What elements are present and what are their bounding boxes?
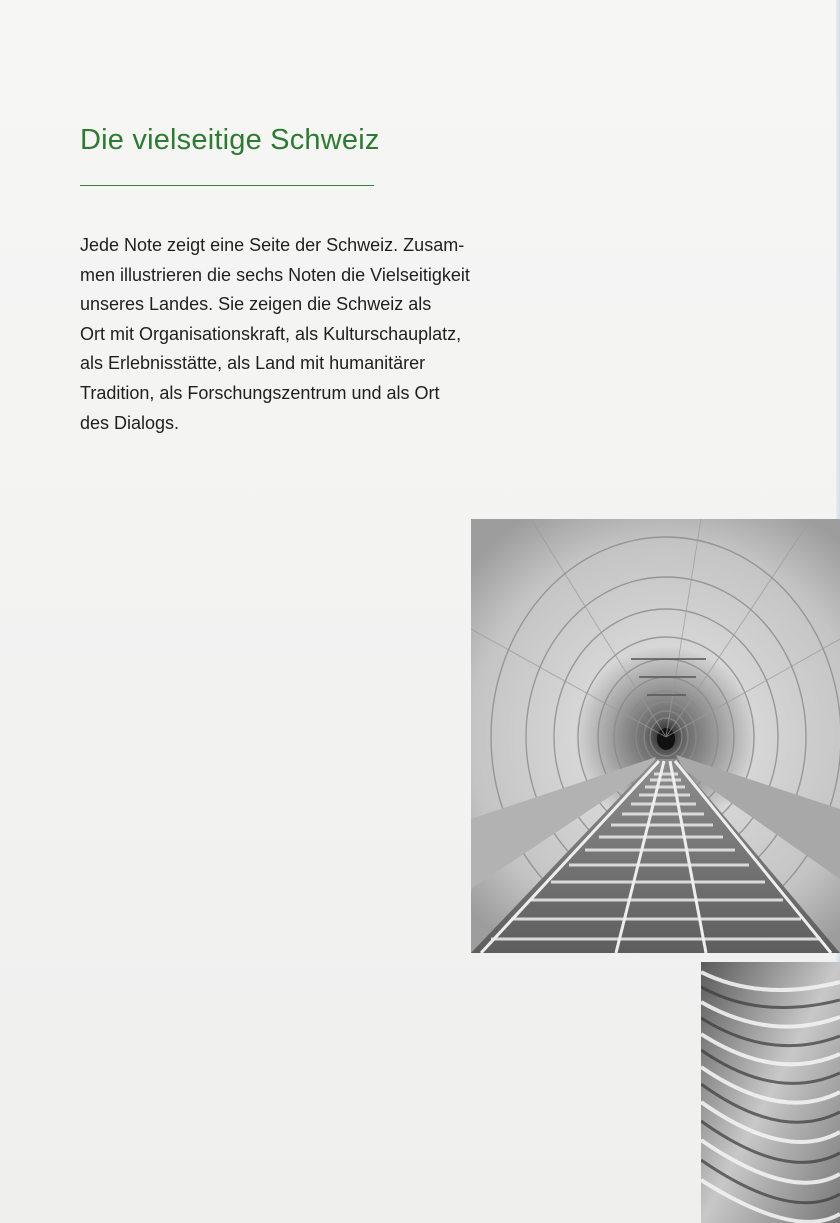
intro-paragraph	[80, 231, 550, 438]
paragraph-line: Tradition, als Forschungszentrum und als Ort	[80, 382, 440, 403]
paragraph-line: als Erlebnisstätte, als Land mit humanitärer	[80, 353, 426, 374]
paragraph-line: des Dialogs.	[80, 412, 180, 433]
tunnel-illustration	[471, 519, 840, 953]
railway-tunnel-photo	[471, 519, 840, 953]
paragraph-line: men illustrieren die sechs Noten die Vielseitigkeit	[80, 264, 470, 285]
detail-illustration	[701, 962, 840, 1223]
page-title: Die vielseitige Schweiz	[80, 124, 380, 156]
paragraph-line: Ort mit Organisationskraft, als Kulturschauplatz,	[80, 323, 462, 344]
abstract-structure-photo	[701, 962, 840, 1223]
paragraph-line: Jede Note zeigt eine Seite der Schweiz. Zusam-	[80, 235, 465, 255]
title-underline	[80, 185, 374, 186]
paragraph-line: unseres Landes. Sie zeigen die Schweiz als	[80, 294, 432, 315]
